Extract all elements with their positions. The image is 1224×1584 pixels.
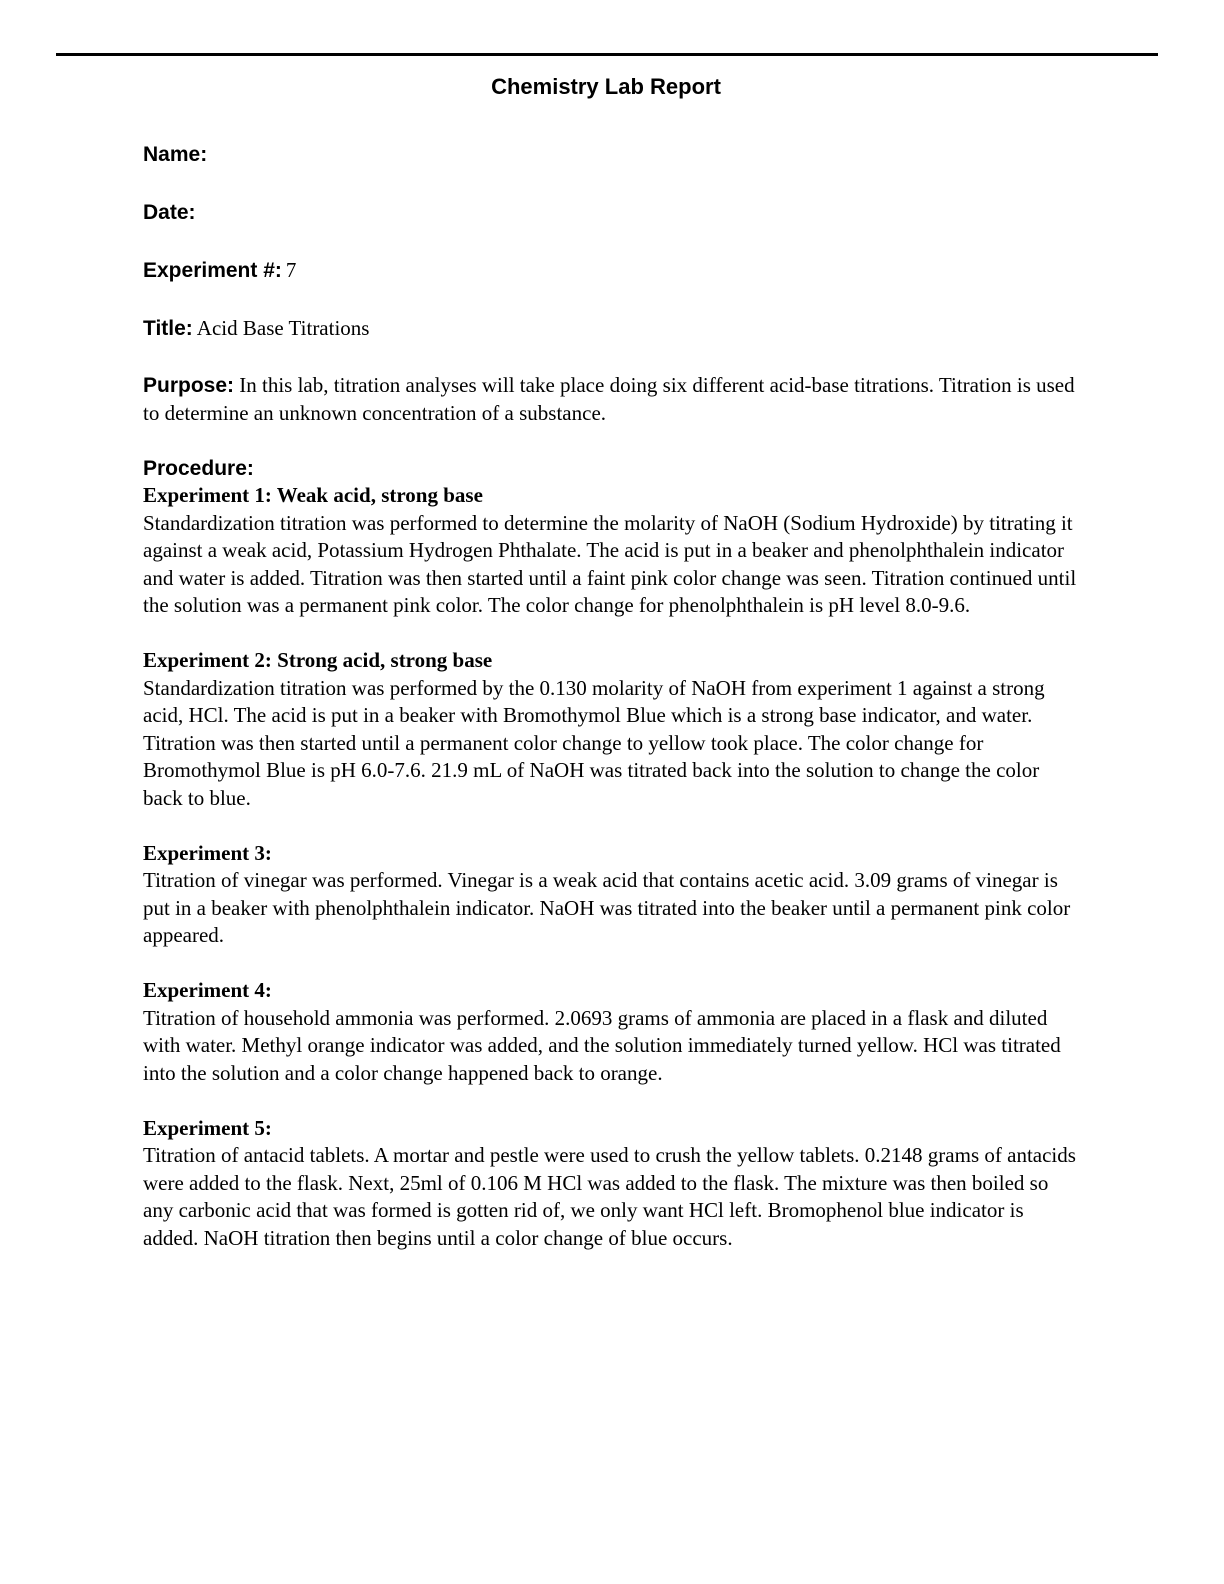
name-label: Name: — [143, 143, 208, 166]
name-field — [143, 140, 1083, 171]
experiment-heading: Experiment 5: — [143, 1115, 272, 1140]
experiment-1 — [143, 482, 1083, 620]
title-value: Acid Base Titrations — [196, 316, 370, 340]
title-field — [143, 314, 1083, 345]
experiment-4 — [143, 977, 1083, 1087]
experiment-description: Titration of household ammonia was performed. 2.0693 grams of ammonia are placed in a flask and diluted with water. Methyl orange indicator was added, and the solution immediately turned yellow. HCl was titrated into the solution and a color change happened back to orange. — [143, 1005, 1061, 1085]
date-label: Date: — [143, 201, 196, 224]
experiment-heading: Experiment 3: — [143, 840, 272, 865]
experiment-description: Standardization titration was performed to determine the molarity of NaOH (Sodium Hydroxide) by titrating it against a weak acid, Potassium Hydrogen Phthalate. The acid is put in a beaker and phenolphthalein indicator and water is added. Titration was then started until a faint pink color change was seen. Titration continued until the solution was a permanent pink color. The color change for phenolphthalein is pH level 8.0-9.6. — [143, 510, 1077, 617]
experiment-description: Standardization titration was performed by the 0.130 molarity of NaOH from experiment 1 against a strong acid, HCl. The acid is put in a beaker with Bromothymol Blue which is a strong base indicator, and water. Titration was then started until a permanent color change to yellow took place. The color change for Bromothymol Blue is pH 6.0-7.6. 21.9 mL of NaOH was titrated back into the solution to change the color back to blue. — [143, 675, 1045, 810]
experiment-heading: Experiment 4: — [143, 978, 272, 1002]
procedure-heading: Procedure: — [143, 457, 254, 480]
experiment-description: Titration of vinegar was performed. Vinegar is a weak acid that contains acetic acid. 3.09 grams of vinegar is put in a beaker with phenolphthalein indicator. NaOH was titrated into the beaker until a permanent pink color appeared. — [143, 868, 1071, 947]
procedure-section — [143, 482, 1083, 1252]
report-body — [143, 140, 1083, 1252]
title-label: Title: — [143, 317, 193, 340]
experiment-description: Titration of antacid tablets. A mortar and pestle were used to crush the yellow tablets. 0.2148 grams of antacids were added to the flask. Next, 25ml of 0.106 M HCl was added to the flask. The mixture was then boiled so any carbonic acid that was formed is gotten rid of, we only want HCl left. Bromophenol blue indicator is added. NaOH titration then begins until a color change of blue occurs. — [143, 1143, 1076, 1250]
experiment-3 — [143, 840, 1083, 950]
experiment-number-label: Experiment #: — [143, 259, 282, 282]
experiment-heading: Experiment 2: Strong acid, strong base — [143, 648, 493, 672]
experiment-number-value: 7 — [285, 258, 297, 282]
top-horizontal-rule — [56, 53, 1158, 56]
purpose-value: In this lab, titration analyses will take place doing six different acid-base titrations. Titration is used to determine an unknown concentration of a substance. — [143, 373, 1075, 425]
experiment-2 — [143, 647, 1083, 812]
experiment-number-field — [143, 256, 1083, 287]
report-title: Chemistry Lab Report — [491, 74, 721, 99]
experiment-5 — [143, 1115, 1083, 1253]
purpose-label: Purpose: — [143, 374, 235, 397]
experiment-heading: Experiment 1: Weak acid, strong base — [143, 483, 483, 507]
purpose-field — [143, 372, 1083, 427]
date-field — [143, 198, 1083, 229]
